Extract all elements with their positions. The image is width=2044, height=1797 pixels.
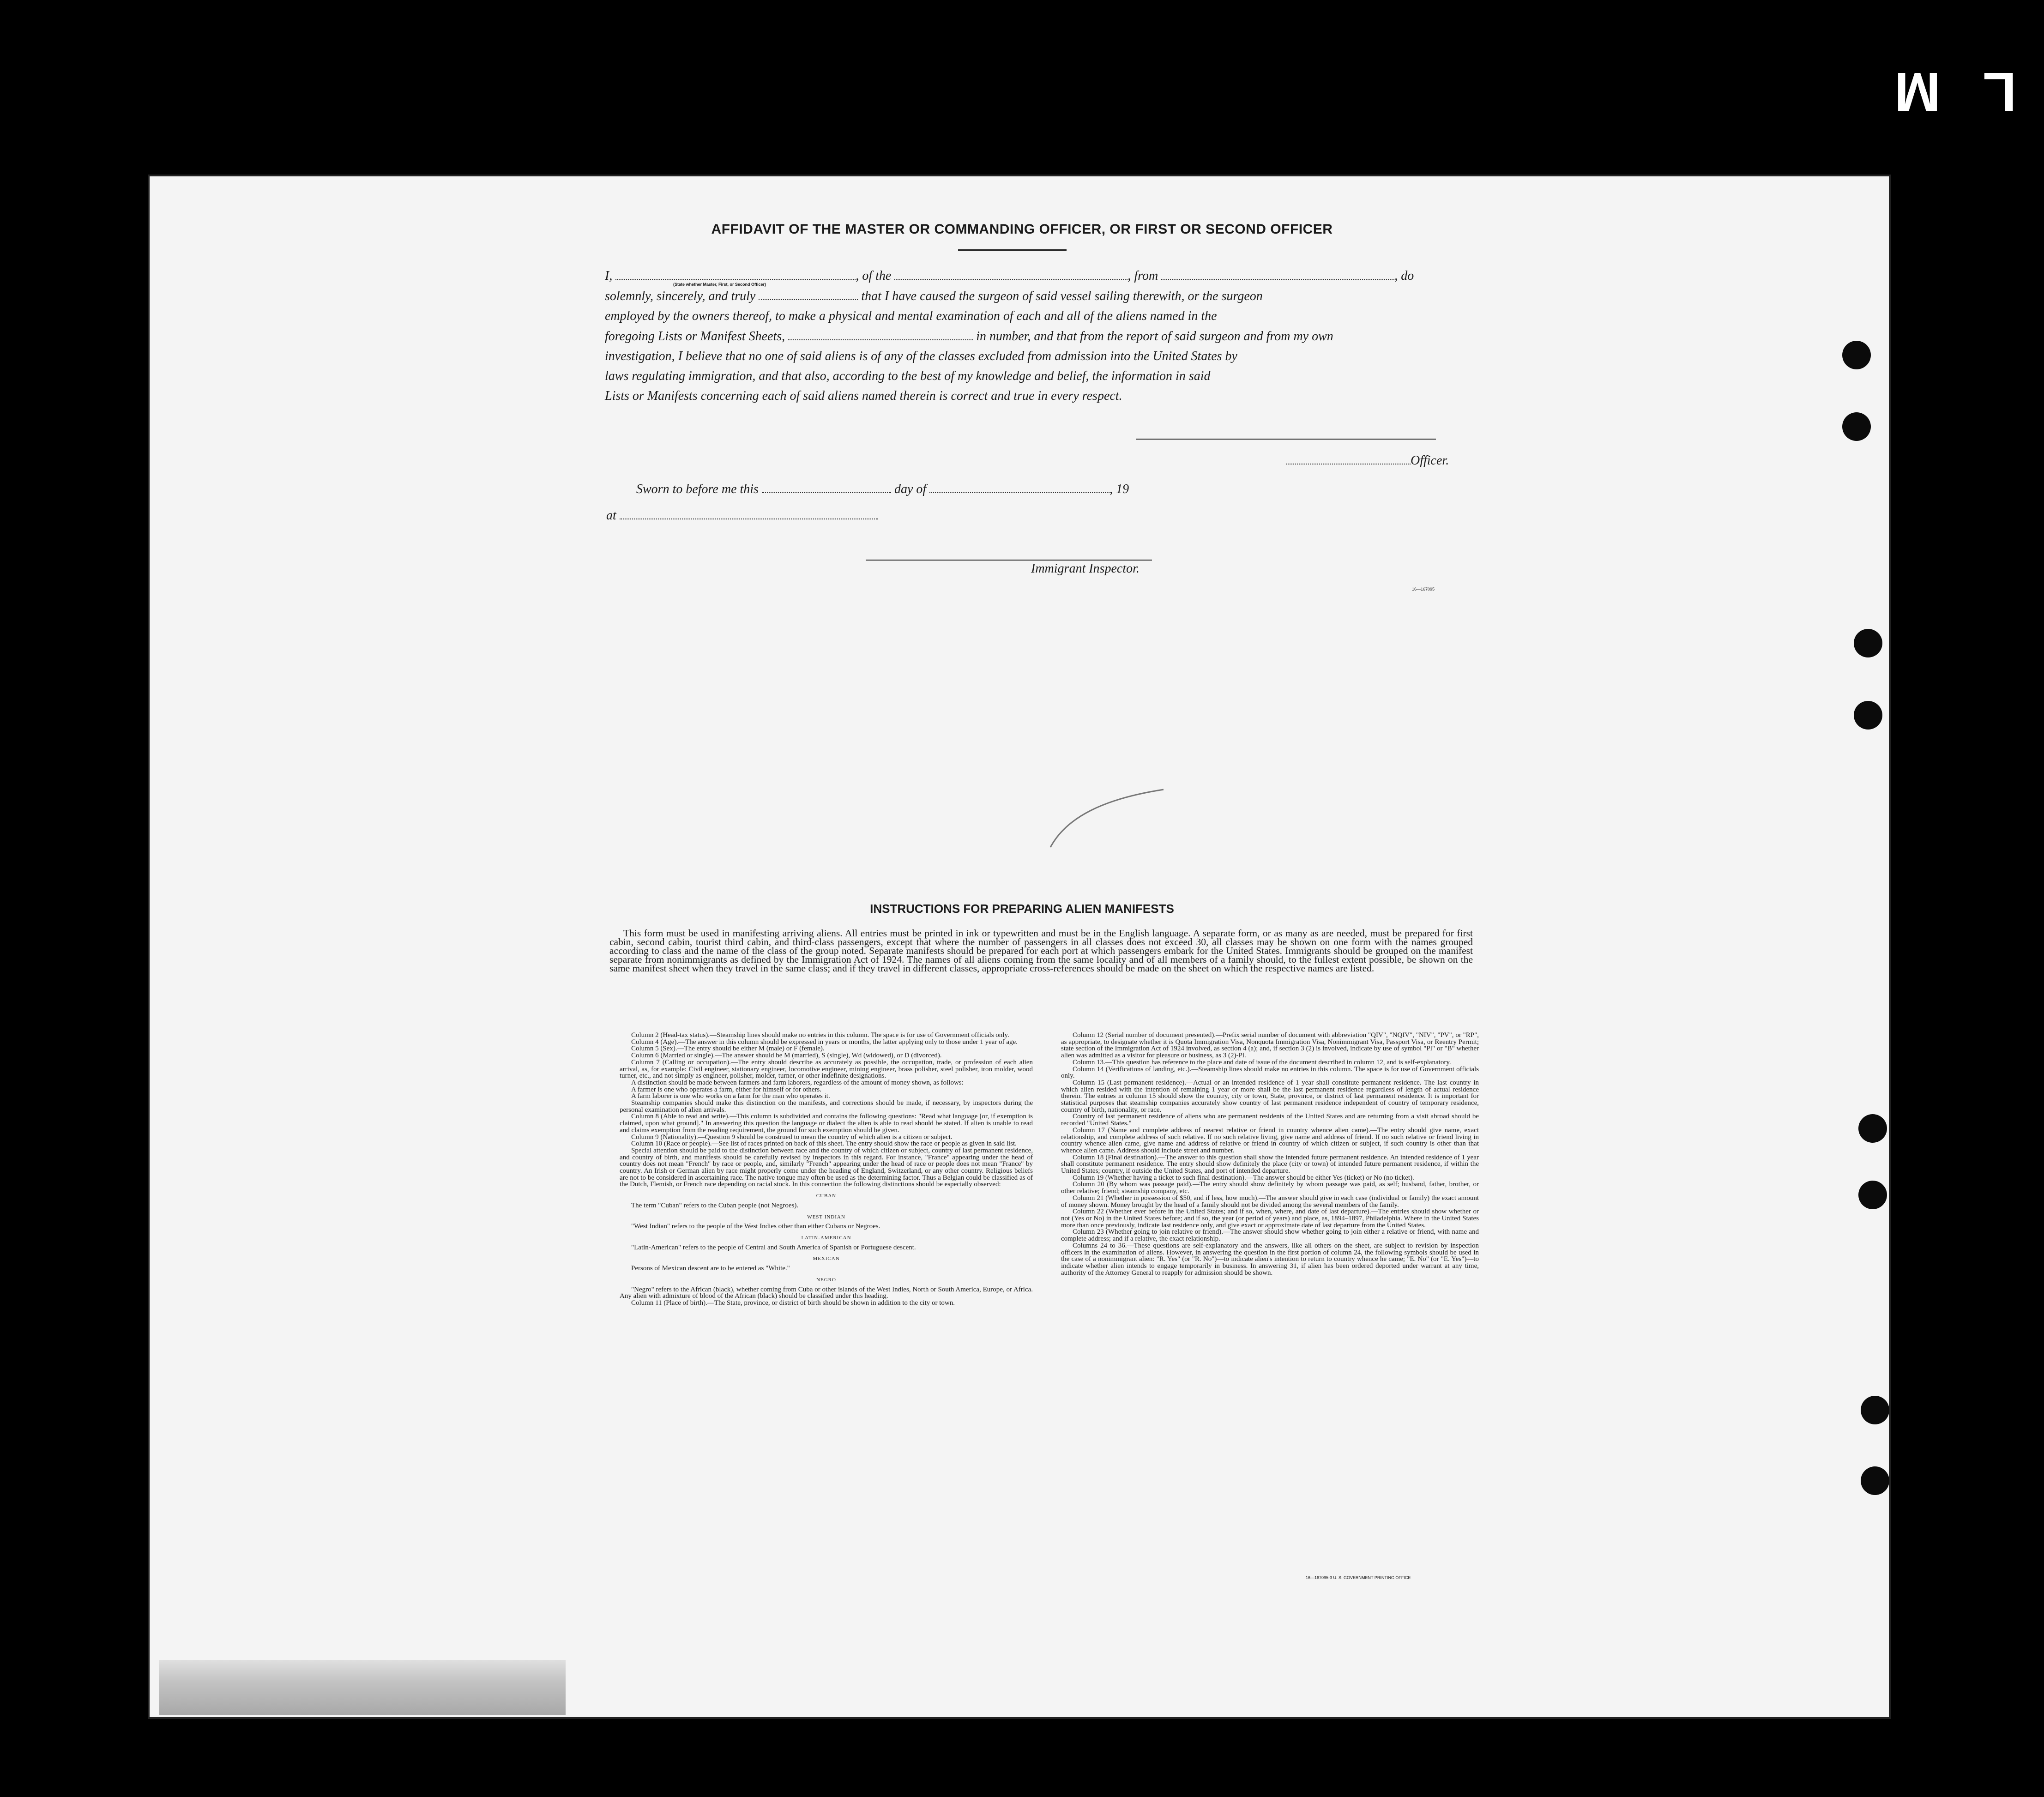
left-paragraph: A farm laborer is one who works on a farm for the man who operates it. xyxy=(631,1092,830,1100)
printing-office-footer: 16—167095-3 U. S. GOVERNMENT PRINTING OFFICE xyxy=(1306,1575,1411,1580)
title-rule xyxy=(958,249,1067,251)
affidavit-line3: employed by the owners thereof, to make a physical and mental examination of each and all of the aliens named in the xyxy=(605,309,1217,323)
vessel-name-field[interactable] xyxy=(894,270,1128,280)
at-label: at xyxy=(606,508,616,523)
west-indian-text: "West Indian" refers to the people of the West Indies other than either Cubans or Negroes. xyxy=(631,1223,880,1230)
mexican-heading: MEXICAN xyxy=(813,1256,840,1262)
left-paragraph: Column 2 (Head-tax status).—Steamship lines should make no entries in this column. The space is for use of Government officials only. xyxy=(631,1031,1009,1039)
inspector-label: Immigrant Inspector. xyxy=(1031,561,1140,576)
left-paragraph: Special attention should be paid to the distinction between race and the country of which citizen or subject, country of last permanent residence, and country of birth, and manifests should be carefully revised by inspectors in this regard. For instance, "France" appearing under the head of country does not mean "French" by race or people, and, similarly "French" appearing under the head of race or people does not mean "France" by country. An Irish or German alien by race might properly come under the heading of England, Switzerland, or any other country. Religious beliefs are not to be considered in ascertaining race. The native tongue may often be used as the determining factor. Thus a Belgian could be classified as of the Dutch, Flemish, or French race depending on racial stock. In this connection the following distinctions should be especially observed: xyxy=(620,1146,1033,1188)
west-indian-heading: WEST INDIAN xyxy=(807,1214,845,1220)
affidavit-i: I, xyxy=(605,269,613,283)
officer-signature-field[interactable] xyxy=(1286,454,1411,464)
affidavit-line6: laws regulating immigration, and that also, according to the best of my knowledge and belief, the information in said xyxy=(605,369,1211,383)
right-paragraph: Country of last permanent residence of aliens who are permanent residents of the United States and are returning from a visit abroad should be recorded "United States." xyxy=(1061,1113,1479,1128)
right-paragraph: Column 18 (Final destination).—The answer to this question shall show the intended future permanent residence. An intended residence of 1 year shall constitute permanent residence. The entry should show definitely the place (city or town) of intended future permanent residence, if within the United States; country, if outside the United States, and port of intended departure. xyxy=(1061,1153,1479,1175)
left-paragraph: Column 6 (Married or single).—The answer should be M (married), S (single), Wd (widowed), or D (divorced). xyxy=(631,1052,942,1060)
affidavit-line7: Lists or Manifests concerning each of said aliens named therein is correct and true in every respect. xyxy=(605,389,1122,403)
instructions-left-column xyxy=(620,1032,1033,1307)
right-paragraph: Column 19 (Whether having a ticket to such final destination).—The answer should be either Yes (ticket) or No (no ticket). xyxy=(1073,1174,1414,1182)
left-paragraph: Column 7 (Calling or occupation).—The entry should describe as accurately as possible, the occupation, trade, or profession of each alien arrival, as, for example: Civil engineer, stationary engineer, locomotive engineer, mining engineer, brass polisher, steel polisher, iron molder, wood turner, etc., and not simply as engineer, polisher, molder, turner, or other indefinite designations. xyxy=(620,1058,1033,1080)
affidavit-do: , do xyxy=(1394,269,1414,283)
worn-paper-edge xyxy=(159,1660,566,1715)
film-corner-mark: L M xyxy=(1880,61,2016,123)
punch-hole xyxy=(1854,701,1882,730)
left-paragraph: Steamship companies should make this distinction on the manifests, and corrections should be made, if necessary, by inspectors during the personal examination of alien arrivals. xyxy=(620,1099,1033,1114)
affidavit-line2b: that I have caused the surgeon of said vessel sailing therewith, or the surgeon xyxy=(861,289,1263,303)
latin-american-heading: LATIN-AMERICAN xyxy=(801,1235,851,1241)
affidavit-line4b: in number, and that from the report of said surgeon and from my own xyxy=(976,329,1333,344)
officer-rank-field[interactable] xyxy=(615,270,856,280)
left-paragraph: A farmer is one who operates a farm, either for himself or for others. xyxy=(631,1085,821,1093)
officer-label: Officer. xyxy=(1411,453,1449,468)
mexican-text: Persons of Mexican descent are to be entered as "White." xyxy=(631,1265,790,1272)
left-paragraph: Column 10 (Race or people).—See list of races printed on back of this sheet. The entry should show the race or people as given in said list. xyxy=(631,1140,1017,1148)
day-of-label: day of xyxy=(894,482,927,496)
punch-hole xyxy=(1861,1396,1889,1424)
instructions-right-column xyxy=(1061,1032,1479,1276)
signature-line[interactable] xyxy=(1136,439,1436,440)
cuban-text: The term "Cuban" refers to the Cuban people (not Negroes). xyxy=(631,1201,799,1209)
form-code: 16—167095 xyxy=(1412,587,1435,591)
affidavit-line5: investigation, I believe that no one of said aliens is of any of the classes excluded from admission into the United States by xyxy=(605,349,1237,363)
right-paragraph: Column 20 (By whom was passage paid).—The entry should show definitely by whom passage was paid, as self; husband, father, brother, or other relative; friend; steamship company, etc. xyxy=(1061,1181,1479,1195)
left-paragraph: Column 5 (Sex).—The entry should be either M (male) or F (female). xyxy=(631,1045,825,1053)
right-paragraph: Column 15 (Last permanent residence).—Actual or an intended residence of 1 year shall constitute permanent residence. The last country in which alien resided with the intention of remaining 1 year or more shall be the last permanent residence regardless of length of actual residence therein. The entries in column 15 should show the country, city or town, State, province, or district of last permanent residence. It is important for statistical purposes that steamship companies accurately show country of last permanent residence independent of country of temporary residence, country of birth, nationality, or race. xyxy=(1061,1079,1479,1114)
right-paragraph: Column 17 (Name and complete address of nearest relative or friend in country whence alien came).—The entry should give name, exact relationship, and complete address of such relative. If no such relative living, give name and address of friend. If no such relative or friend living in country whence alien came, give name and address of relative or friend in country of which citizen or subject, if such country is other than that whence alien came. Address should include street and number. xyxy=(1061,1126,1479,1154)
instructions-title: INSTRUCTIONS FOR PREPARING ALIEN MANIFESTS xyxy=(870,902,1174,916)
punch-hole xyxy=(1861,1466,1889,1495)
affidavit-from: , from xyxy=(1128,269,1158,283)
year-label: , 19 xyxy=(1109,482,1129,496)
sworn-label: Sworn to before me this xyxy=(636,482,759,496)
affidavit-line2a: solemnly, sincerely, and truly xyxy=(605,289,756,303)
punch-hole xyxy=(1858,1181,1887,1209)
negro-heading: NEGRO xyxy=(816,1277,836,1283)
oath-type-field[interactable] xyxy=(759,290,858,300)
punch-hole xyxy=(1842,341,1871,369)
alien-count-field[interactable] xyxy=(788,330,973,340)
left-paragraph: A distinction should be made between farmers and farm laborers, regardless of the amount of money shown, as follows: xyxy=(631,1079,964,1086)
column-11-text: Column 11 (Place of birth).—The State, province, or district of birth should be shown in addition to the city or town. xyxy=(631,1299,955,1307)
pen-mark xyxy=(1048,785,1168,850)
left-paragraph: Column 9 (Nationality).—Question 9 should be construed to mean the country of which alien is a citizen or subject. xyxy=(631,1133,953,1141)
port-of-departure-field[interactable] xyxy=(1161,270,1394,280)
negro-text: "Negro" refers to the African (black), whether coming from Cuba or other islands of the West Indies, North or South America, Europe, or Africa. Any alien with admixture of blood of the African (black) should be classified under this heading. xyxy=(620,1285,1033,1300)
right-paragraph: Columns 24 to 36.—These questions are self-explanatory and the answers, like all others on the sheet, are subject to revision by inspection officers in the examination of aliens. However, in answering the question in the first portion of column 24, the following symbols should be used in the case of a nonimmigrant alien: "R. Yes" (or "R. No")—to indicate alien's intention to return to country whence he came; "E. No" (or "E. Yes")—to indicate whether alien intends to engage temporarily in business. In answering 31, if alien has been ordered deported under warrant at any time, authority of the Attorney General to reapply for admission should be shown. xyxy=(1061,1242,1479,1277)
affidavit-of-the: , of the xyxy=(856,269,892,283)
punch-hole xyxy=(1858,1114,1887,1143)
punch-hole xyxy=(1842,412,1871,441)
inspector-signature-line[interactable] xyxy=(866,560,1152,561)
sworn-day-field[interactable] xyxy=(762,483,891,493)
cuban-heading: CUBAN xyxy=(816,1193,837,1199)
place-field[interactable] xyxy=(620,509,878,519)
instructions-intro: This form must be used in manifesting arriving aliens. All entries must be printed in ink or typewritten and must be in the English language. A separate form, or as many as are needed, must be prepared for first cabin, second cabin, tourist third cabin, and third-class passengers, except that where the number of passengers in all classes does not exceed 30, all classes may be shown on one form with the names grouped according to class and the name of the class of the group noted. Separate manifests should be prepared for each port at which passengers embark for the United States. Immigrants should be grouped on the manifest separate from nonimmigrants as defined by the Immigration Act of 1924. The names of all aliens coming from the same locality and of all members of a family should, to the fullest extent possible, be shown on the same manifest sheet when they travel in the same class; and if they travel in different classes, appropriate cross-references should be made on the sheet on which the respective names are listed. xyxy=(609,928,1473,974)
right-paragraph: Column 13.—This question has reference to the place and date of issue of the document described in column 12, and is self-explanatory. xyxy=(1073,1058,1451,1066)
affidavit-title: AFFIDAVIT OF THE MASTER OR COMMANDING OFFICER, OR FIRST OR SECOND OFFICER xyxy=(711,222,1333,237)
affidavit-line4a: foregoing Lists or Manifest Sheets, xyxy=(605,329,785,344)
left-paragraph: Column 4 (Age).—The answer in this column should be expressed in years or months, the latter applying only to those under 1 year of age. xyxy=(631,1038,1018,1046)
right-paragraph: Column 14 (Verifications of landing, etc.).—Steamship lines should make no entries in this column. The space is for use of Government officials only. xyxy=(1061,1065,1479,1080)
left-paragraph: Column 8 (Able to read and write).—This column is subdivided and contains the following questions: "Read what language [or, if exemption is claimed, upon what ground]." In answering this question the language or dialect the alien is able to read should be stated. If alien is unable to read and claims exemption from the reading requirement, the ground for such exemption should be given. xyxy=(620,1113,1033,1134)
sworn-month-field[interactable] xyxy=(929,483,1109,493)
punch-hole xyxy=(1854,629,1882,657)
rank-note: (State whether Master, First, or Second Officer) xyxy=(673,282,766,287)
right-paragraph: Column 12 (Serial number of document presented).—Prefix serial number of document with abbreviation "QIV", "NQIV", "NIV", "PV", or "RP", as appropriate, to designate whether it is Quota Immigration Visa, Nonquota Immigration Visa, Nonimmigrant Visa, Passport Visa, or Reentry Permit; state section of the Immigration Act of 1924 involved, as section 4 (a); and, if section 3 (2) is involved, indicate by use of symbol "Pl" or "B" whether alien was admitted as a visitor for pleasure or business, as 3 (2)-Pl. xyxy=(1061,1031,1479,1060)
latin-american-text: "Latin-American" refers to the people of Central and South America of Spanish or Portuguese descent. xyxy=(631,1243,916,1251)
right-paragraph: Column 21 (Whether in possession of $50, and if less, how much).—The answer should give in each case (individual or family) the exact amount of money shown. Money brought by the head of a family should not be divided among the several members of the family. xyxy=(1061,1194,1479,1209)
right-paragraph: Column 22 (Whether ever before in the United States; and if so, when, where, and date of last departure).—The entries should show whether or not (Yes or No) in the United States before; and if so, the year (or period of years) and place, as, 1894–1897, Philadelphia. Where in the United States more than once previously, indicate last residence only, and give exact or approximate date of last departure from the United States. xyxy=(1061,1208,1479,1229)
right-paragraph: Column 23 (Whether going to join relative or friend).—The answer should show whether going to join either a relative or friend, with name and complete address; and if a relative, the exact relationship. xyxy=(1061,1228,1479,1243)
